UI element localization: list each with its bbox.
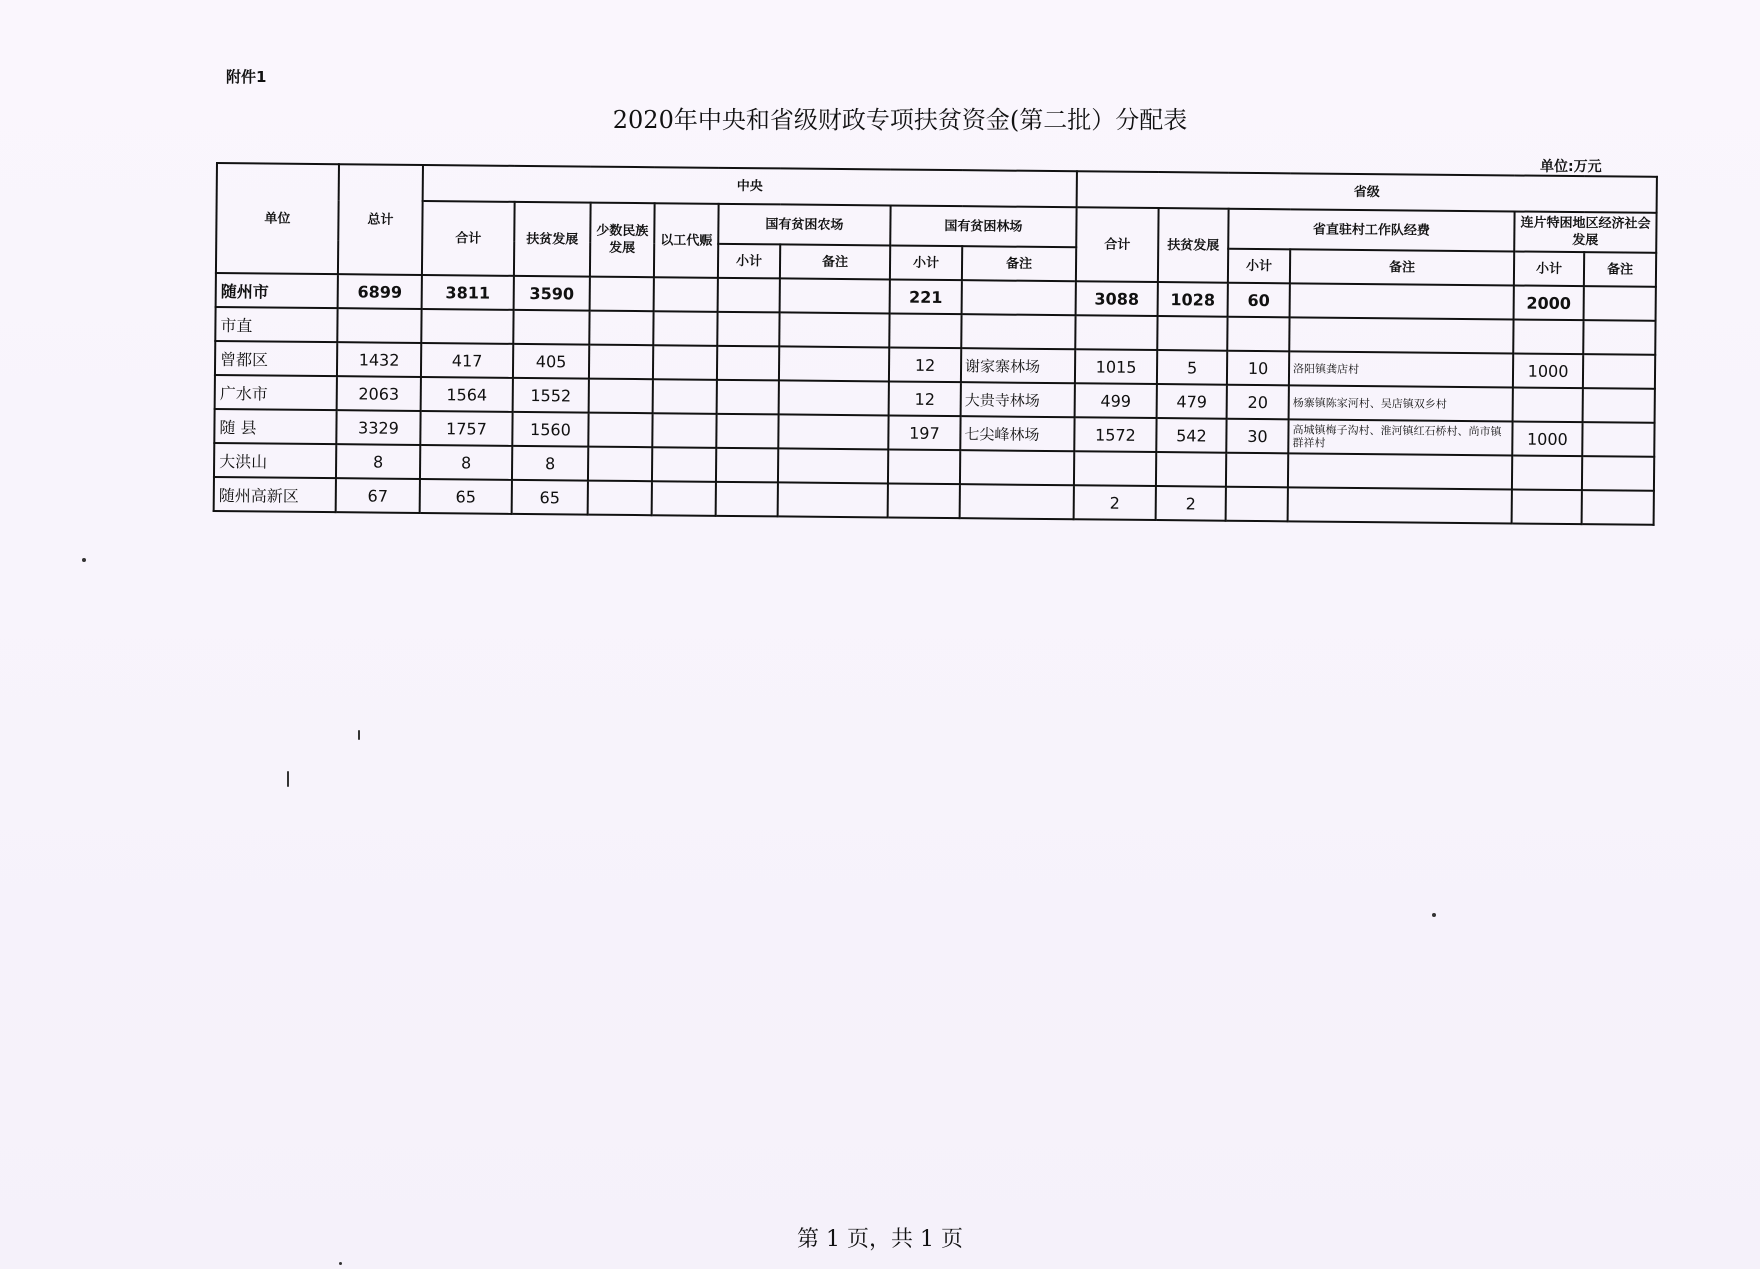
header-central-poverty-dev: 扶贫发展 — [514, 202, 591, 277]
cell-relief — [654, 277, 718, 312]
scan-speck — [339, 1262, 342, 1265]
cell-central-sum: 8 — [420, 445, 512, 480]
cell-team-subtotal — [1226, 453, 1288, 488]
cell-relief — [652, 413, 716, 448]
cell-farm-subtotal — [718, 278, 780, 313]
cell-farm-subtotal — [716, 414, 778, 449]
cell-forest-subtotal: 221 — [890, 279, 962, 314]
scan-speck — [1432, 913, 1436, 917]
cell-minority — [590, 277, 654, 312]
cell-relief — [652, 481, 716, 516]
cell-farm-remarks — [778, 482, 888, 517]
row-name: 随州高新区 — [214, 477, 336, 512]
header-minority-dev: 少数民族发展 — [590, 203, 655, 278]
cell-forest-remarks: 大贵寺林场 — [961, 382, 1075, 417]
header-central: 中央 — [423, 165, 1077, 207]
cell-team-subtotal — [1227, 317, 1289, 352]
header-provincial: 省级 — [1077, 171, 1657, 213]
cell-farm-remarks — [778, 414, 888, 449]
cell-central-sum: 3811 — [422, 275, 514, 310]
cell-relief — [653, 345, 717, 380]
cell-prov-dev — [1157, 316, 1227, 351]
cell-total: 6899 — [338, 274, 422, 309]
cell-forest-remarks — [962, 280, 1076, 315]
header-team-subtotal: 小计 — [1228, 249, 1290, 284]
header-central-sum: 合计 — [422, 201, 515, 276]
cell-central-sum: 417 — [421, 343, 513, 378]
cell-team-subtotal — [1226, 487, 1288, 522]
cell-area-subtotal — [1513, 387, 1583, 422]
cell-central-dev: 1552 — [513, 378, 589, 413]
cell-area-remarks — [1584, 286, 1656, 321]
header-work-relief: 以工代赈 — [654, 203, 719, 278]
cell-farm-remarks — [779, 346, 889, 381]
cell-total: 2063 — [337, 376, 421, 411]
cell-prov-dev: 1028 — [1158, 282, 1228, 317]
cell-prov-sum: 3088 — [1076, 281, 1158, 316]
cell-prov-sum: 2 — [1074, 485, 1156, 520]
cell-central-sum — [421, 309, 513, 344]
cell-area-subtotal: 1000 — [1513, 353, 1583, 388]
cell-farm-subtotal — [717, 380, 779, 415]
cell-team-remarks — [1288, 487, 1512, 523]
cell-farm-subtotal — [717, 312, 779, 347]
row-name: 广水市 — [215, 375, 337, 410]
cell-forest-subtotal: 12 — [889, 381, 961, 416]
header-area-remarks: 备注 — [1584, 252, 1656, 287]
cell-forest-remarks — [961, 314, 1075, 349]
cell-total: 1432 — [337, 342, 421, 377]
cell-minority — [589, 345, 653, 380]
cell-area-remarks — [1583, 320, 1655, 355]
cell-area-subtotal — [1512, 455, 1582, 490]
scan-speck — [82, 558, 86, 562]
cell-farm-subtotal — [716, 482, 778, 517]
cell-minority — [588, 447, 652, 482]
annex-label: 附件1 — [226, 68, 267, 86]
cell-area-subtotal — [1513, 319, 1583, 354]
cell-prov-dev: 2 — [1156, 486, 1226, 521]
cell-minority — [588, 413, 652, 448]
cell-central-dev — [513, 310, 589, 345]
cell-prov-sum: 499 — [1075, 383, 1157, 418]
document-title: 2020年中央和省级财政专项扶贫资金(第二批）分配表 — [612, 106, 1188, 134]
cell-team-subtotal: 30 — [1226, 419, 1288, 454]
cell-area-remarks — [1583, 388, 1655, 423]
cell-team-subtotal: 60 — [1228, 283, 1290, 318]
cell-central-dev: 65 — [512, 480, 588, 515]
cell-forest-subtotal — [888, 449, 960, 484]
cell-team-remarks — [1289, 317, 1513, 353]
header-total: 总计 — [338, 164, 423, 275]
cell-central-dev: 8 — [512, 446, 588, 481]
cell-forest-remarks — [960, 450, 1074, 485]
cell-team-subtotal: 20 — [1227, 385, 1289, 420]
cell-prov-dev — [1156, 452, 1226, 487]
row-name: 随州市 — [216, 273, 338, 308]
header-prov-poverty-dev: 扶贫发展 — [1158, 208, 1229, 283]
scan-speck — [287, 771, 289, 787]
cell-forest-remarks: 谢家寨林场 — [961, 348, 1075, 383]
cell-central-sum: 65 — [420, 479, 512, 514]
cell-prov-sum: 1015 — [1075, 349, 1157, 384]
header-prov-sum: 合计 — [1076, 207, 1159, 282]
scan-speck — [358, 730, 360, 740]
cell-farm-subtotal — [717, 346, 779, 381]
cell-minority — [589, 311, 653, 346]
allocation-table — [213, 162, 1658, 526]
header-farm-subtotal: 小计 — [718, 244, 780, 279]
cell-relief — [653, 311, 717, 346]
header-farm-remarks: 备注 — [780, 244, 890, 279]
cell-central-dev: 3590 — [514, 276, 590, 311]
cell-forest-remarks: 七尖峰林场 — [960, 416, 1074, 451]
cell-farm-subtotal — [716, 448, 778, 483]
cell-team-remarks: 高城镇梅子沟村、淮河镇红石桥村、尚市镇群祥村 — [1288, 419, 1512, 455]
cell-area-remarks — [1582, 456, 1654, 491]
page-footer: 第 1 页，共 1 页 — [797, 1227, 963, 1252]
cell-central-sum: 1757 — [420, 411, 512, 446]
cell-team-remarks: 杨寨镇陈家河村、吴店镇双乡村 — [1289, 385, 1513, 421]
cell-farm-remarks — [780, 278, 890, 313]
cell-prov-sum: 1572 — [1074, 417, 1156, 452]
header-state-forest: 国有贫困林场 — [890, 205, 1076, 247]
cell-team-subtotal: 10 — [1227, 351, 1289, 386]
cell-team-remarks: 洛阳镇龚店村 — [1289, 351, 1513, 387]
cell-area-remarks — [1582, 422, 1654, 457]
cell-relief — [653, 379, 717, 414]
cell-forest-subtotal: 197 — [888, 415, 960, 450]
cell-area-remarks — [1583, 354, 1655, 389]
cell-farm-remarks — [779, 380, 889, 415]
cell-area-subtotal: 2000 — [1514, 285, 1584, 320]
cell-team-remarks — [1290, 283, 1514, 319]
header-village-team: 省直驻村工作队经费 — [1228, 209, 1514, 252]
header-forest-subtotal: 小计 — [890, 245, 962, 280]
cell-area-subtotal: 1000 — [1512, 421, 1582, 456]
cell-forest-subtotal — [889, 313, 961, 348]
cell-relief — [652, 447, 716, 482]
row-name: 市直 — [215, 307, 337, 342]
cell-total — [337, 308, 421, 343]
unit-label: 单位:万元 — [1540, 159, 1602, 175]
row-name: 曾都区 — [215, 341, 337, 376]
header-team-remarks: 备注 — [1290, 249, 1514, 285]
cell-prov-dev: 542 — [1156, 418, 1226, 453]
cell-forest-subtotal: 12 — [889, 347, 961, 382]
cell-prov-sum — [1075, 315, 1157, 350]
cell-central-dev: 1560 — [512, 412, 588, 447]
cell-total: 8 — [336, 444, 420, 479]
header-unit: 单位 — [216, 163, 339, 274]
cell-total: 3329 — [336, 410, 420, 445]
cell-forest-remarks — [960, 484, 1074, 519]
cell-minority — [588, 481, 652, 516]
header-state-farm: 国有贫困农场 — [718, 204, 890, 246]
cell-farm-remarks — [779, 312, 889, 347]
row-name: 随 县 — [214, 409, 336, 444]
cell-area-subtotal — [1512, 489, 1582, 524]
cell-prov-dev: 479 — [1157, 384, 1227, 419]
header-forest-remarks: 备注 — [962, 246, 1076, 281]
header-special-area: 连片特困地区经济社会发展 — [1514, 211, 1656, 252]
cell-farm-remarks — [778, 448, 888, 483]
row-name: 大洪山 — [214, 443, 336, 478]
cell-total: 67 — [336, 478, 420, 513]
cell-minority — [589, 379, 653, 414]
cell-prov-dev: 5 — [1157, 350, 1227, 385]
cell-area-remarks — [1582, 490, 1654, 525]
cell-central-dev: 405 — [513, 344, 589, 379]
cell-team-remarks — [1288, 453, 1512, 489]
cell-central-sum: 1564 — [421, 377, 513, 412]
header-area-subtotal: 小计 — [1514, 251, 1584, 286]
cell-forest-subtotal — [888, 483, 960, 518]
cell-prov-sum — [1074, 451, 1156, 486]
